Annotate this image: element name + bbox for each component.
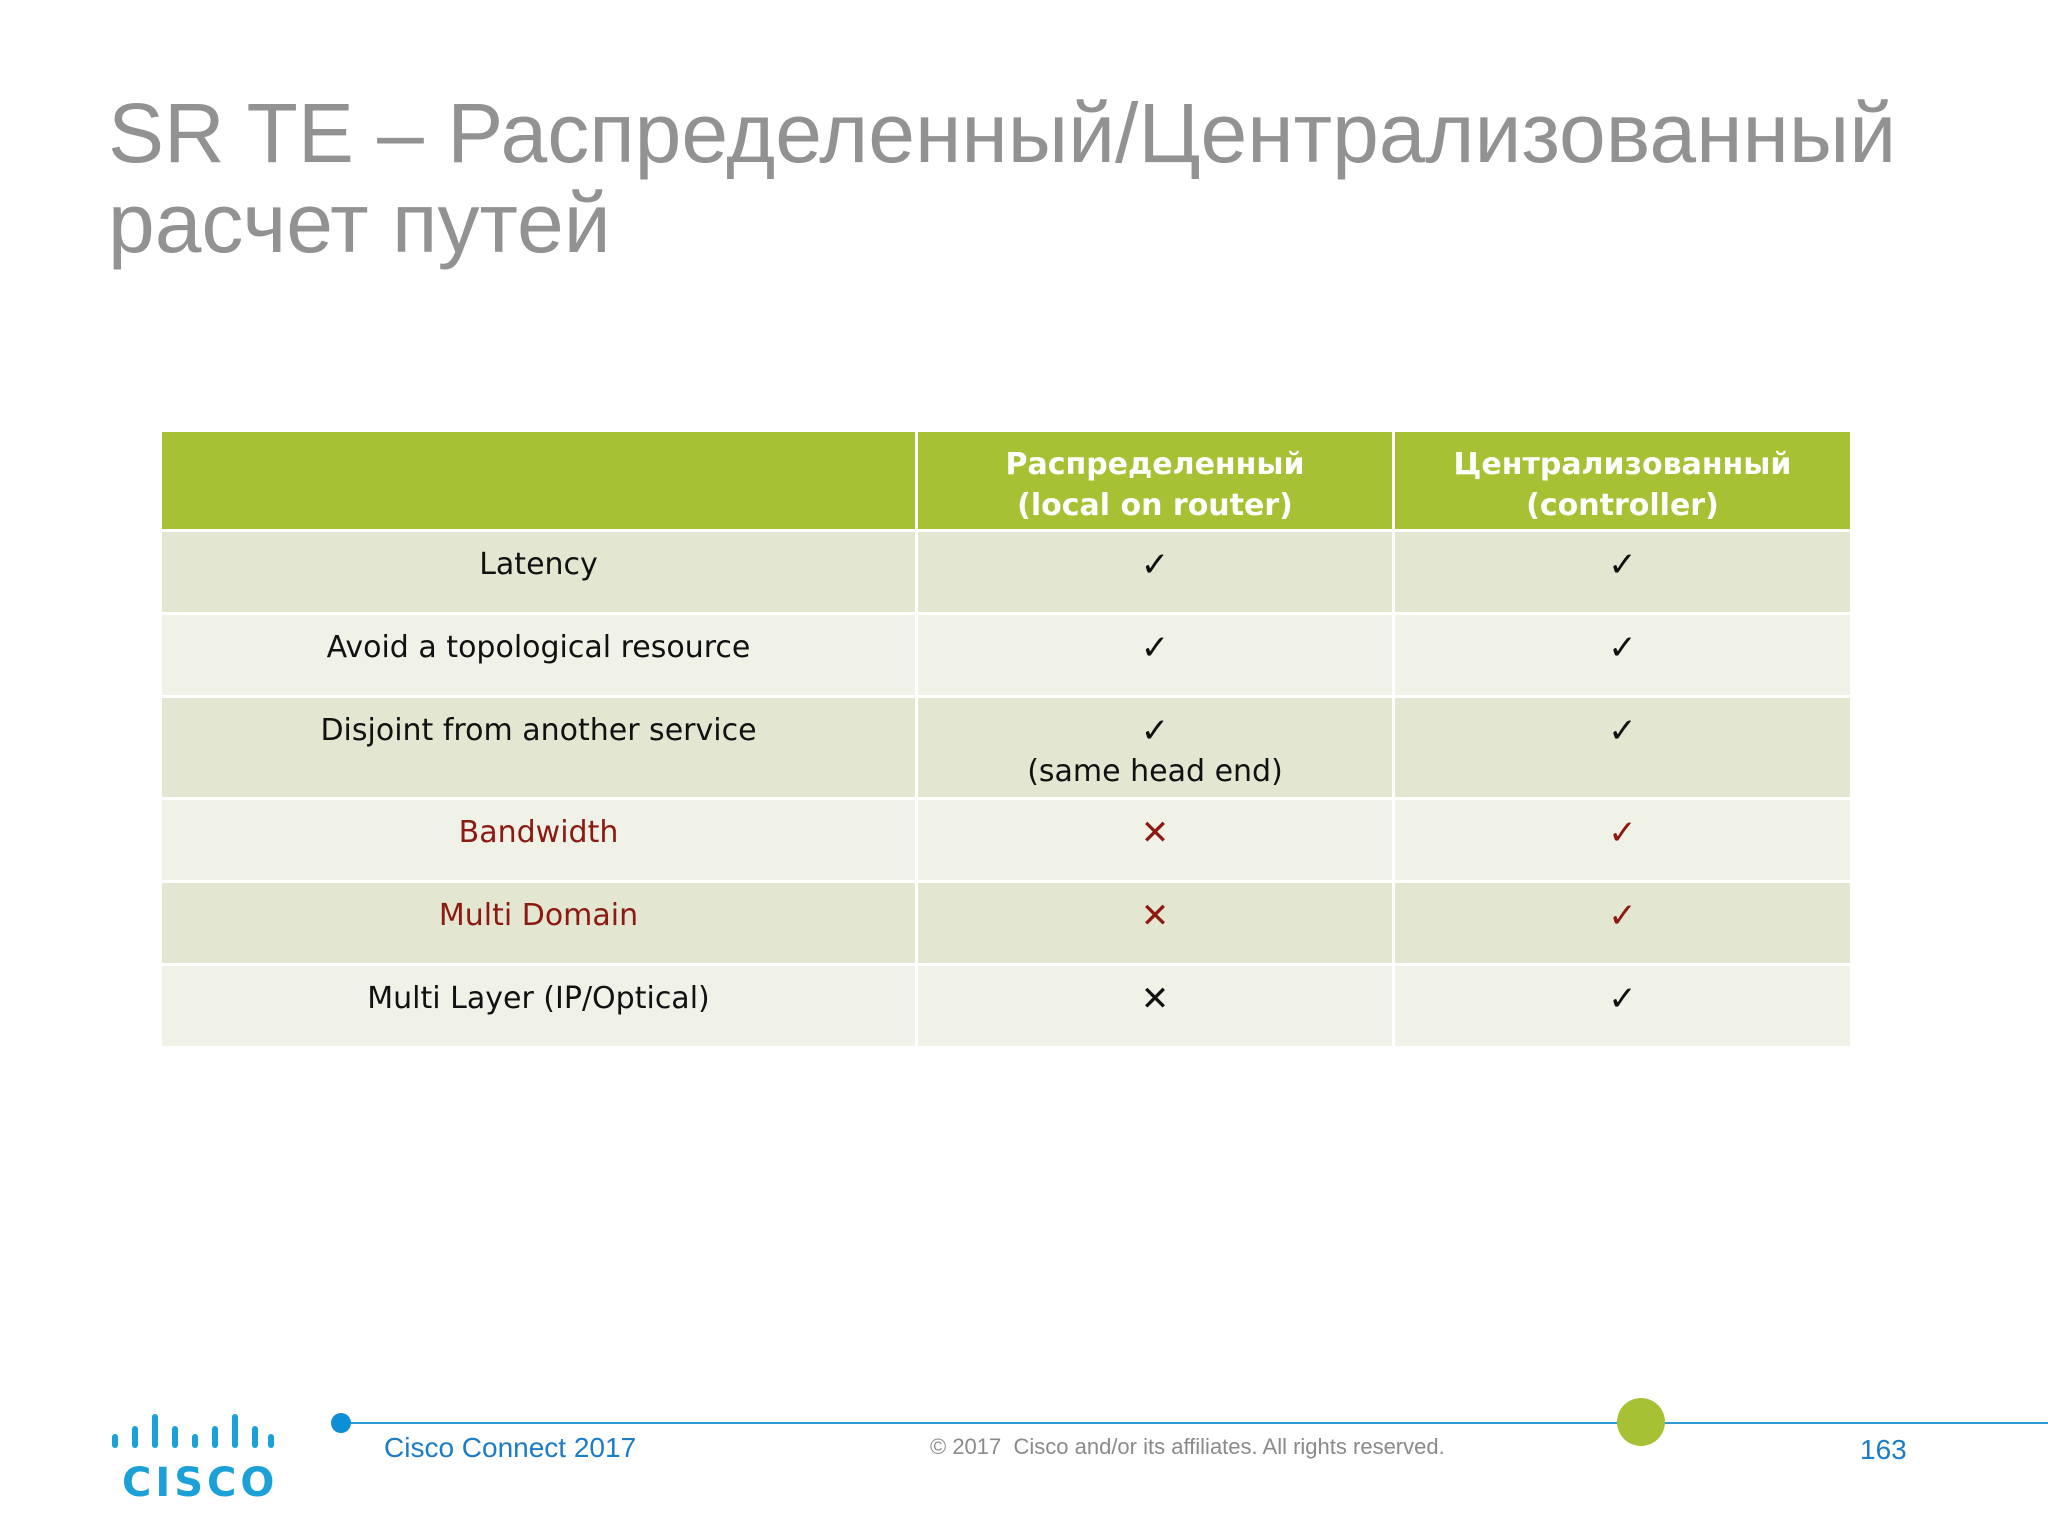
- footer-dot-icon: [331, 1413, 351, 1433]
- distributed-cell: [918, 698, 1395, 800]
- cisco-bars-icon: [108, 1412, 274, 1462]
- cross-icon: ✕: [1140, 979, 1170, 1019]
- row-label: Avoid a topological resource: [162, 615, 918, 698]
- distributed-cell: [918, 883, 1395, 966]
- row-label: Latency: [162, 532, 918, 615]
- table-row-latency: [162, 532, 1850, 615]
- title-line-1: SR TE – Распределенный/Централизованный: [108, 86, 1897, 180]
- check-icon: ✓: [1608, 628, 1637, 668]
- event-name: Cisco Connect 2017: [384, 1432, 637, 1463]
- check-icon: ✓: [1608, 979, 1637, 1019]
- table-row-multi-layer: [162, 966, 1850, 1049]
- centralized-cell: [1395, 966, 1850, 1049]
- table-row-multi-domain: [162, 883, 1850, 966]
- slide-title: [108, 88, 1958, 268]
- centralized-cell: [1395, 532, 1850, 615]
- row-label: Multi Domain: [162, 883, 918, 966]
- row-label: Disjoint from another service: [162, 698, 918, 800]
- row-label: Bandwidth: [162, 800, 918, 883]
- check-icon: ✓: [1140, 711, 1170, 751]
- distributed-cell: [918, 532, 1395, 615]
- header-empty: [162, 432, 918, 532]
- header-distributed: [918, 432, 1395, 532]
- table-row-bandwidth: [162, 800, 1850, 883]
- comparison-table: [162, 432, 1850, 1049]
- check-icon: ✓: [1608, 711, 1637, 751]
- table-row-disjoint: [162, 698, 1850, 800]
- check-icon: ✓: [1608, 896, 1637, 936]
- centralized-cell: [1395, 698, 1850, 800]
- title-line-2: расчет путей: [108, 176, 611, 270]
- check-icon: ✓: [1140, 545, 1170, 585]
- header-centralized-subtitle: (controller): [1526, 488, 1719, 523]
- copyright-notice: © 2017 Cisco and/or its affiliates. All rights reserved.: [930, 1434, 1445, 1459]
- footer-progress-dot-icon: [1617, 1398, 1665, 1446]
- centralized-cell: [1395, 615, 1850, 698]
- centralized-cell: [1395, 800, 1850, 883]
- page-number: 163: [1860, 1434, 1907, 1465]
- table-header-row: [162, 432, 1850, 532]
- table-row-avoid-resource: [162, 615, 1850, 698]
- cross-icon: ✕: [1140, 813, 1170, 853]
- centralized-cell: [1395, 883, 1850, 966]
- check-icon: ✓: [1608, 813, 1637, 853]
- row-label: Multi Layer (IP/Optical): [162, 966, 918, 1049]
- header-distributed-title: Распределенный: [1005, 447, 1305, 482]
- cross-icon: ✕: [1140, 896, 1170, 936]
- cisco-logo: [108, 1412, 279, 1506]
- header-centralized: [1395, 432, 1850, 532]
- distributed-note: (same head end): [1027, 754, 1283, 789]
- header-distributed-subtitle: (local on router): [1017, 488, 1293, 523]
- check-icon: ✓: [1140, 628, 1170, 668]
- check-icon: ✓: [1608, 545, 1637, 585]
- cisco-wordmark: CISCO: [122, 1460, 279, 1506]
- distributed-cell: [918, 615, 1395, 698]
- distributed-cell: [918, 800, 1395, 883]
- footer-divider: [340, 1422, 2048, 1424]
- distributed-cell: [918, 966, 1395, 1049]
- header-centralized-title: Централизованный: [1453, 447, 1792, 482]
